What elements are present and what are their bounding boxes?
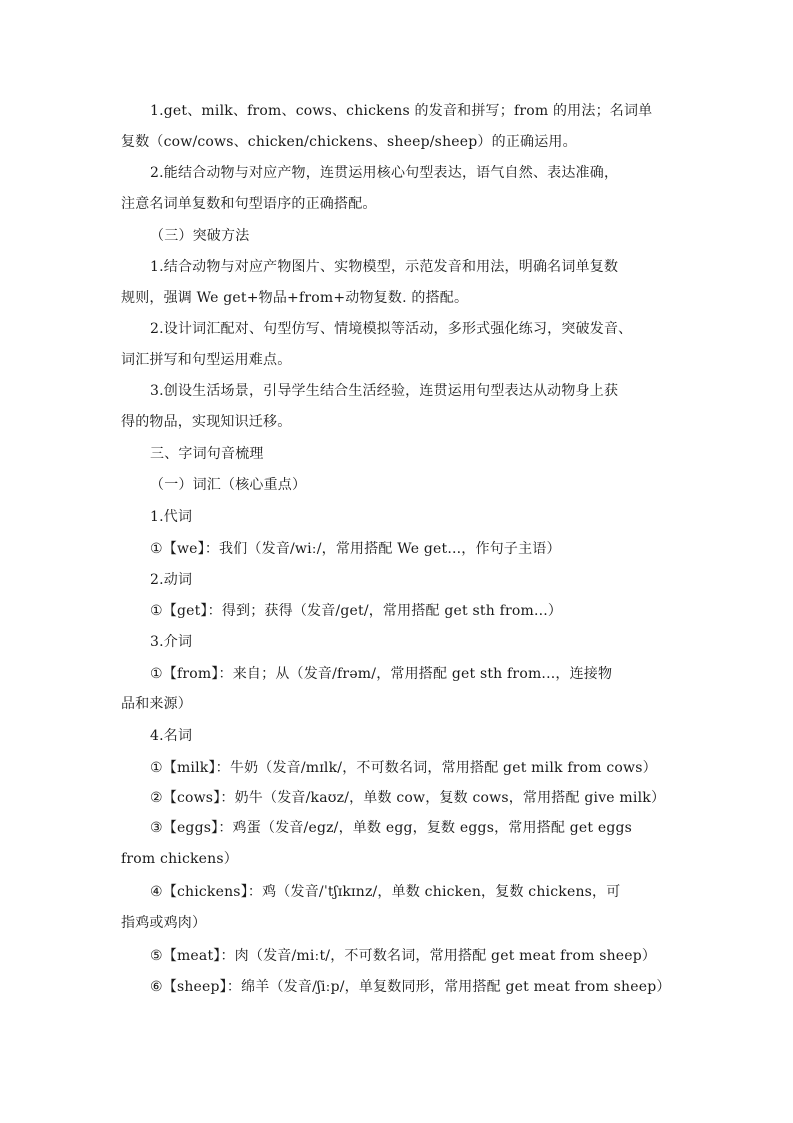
- category-heading: 4.名词: [150, 728, 193, 744]
- vocab-entry: ①【we】：我们（发音/wiː/，常用搭配 We get...，作句子主语）: [150, 541, 561, 557]
- section-heading: 三、字词句音梳理: [150, 446, 264, 462]
- category-heading: 3.介词: [150, 634, 193, 650]
- vocab-entry: ①【milk】：牛奶（发音/mɪlk/，不可数名词，常用搭配 get milk from cows）: [150, 760, 657, 776]
- paragraph-line: 2.能结合动物与对应产物，连贯运用核心句型表达，语气自然、表达准确，: [150, 165, 619, 181]
- subsection-heading: （一）词汇（核心重点）: [150, 477, 307, 493]
- section-heading: （三）突破方法: [150, 228, 250, 244]
- vocab-entry: ③【eggs】：鸡蛋（发音/egz/，单数 egg，复数 eggs，常用搭配 get eggs: [150, 820, 633, 836]
- vocab-entry-continued: from chickens）: [121, 851, 238, 867]
- vocab-entry: ④【chickens】：鸡（发音/ˈtʃɪkɪnz/，单数 chicken，复数 chickens，可: [150, 884, 621, 900]
- paragraph-line: 2.设计词汇配对、句型仿写、情境模拟等活动，多形式强化练习，突破发音、: [150, 321, 633, 337]
- vocab-entry: ⑥【sheep】：绵羊（发音/ʃiːp/，单复数同形，常用搭配 get meat from sheep）: [150, 979, 671, 995]
- vocab-entry: ②【cows】：奶牛（发音/kaʊz/，单数 cow，复数 cows，常用搭配 give milk）: [150, 790, 666, 806]
- vocab-entry: ①【get】：得到；获得（发音/get/，常用搭配 get sth from...）: [150, 603, 563, 619]
- vocab-entry: ①【from】：来自；从（发音/frəm/，常用搭配 get sth from...，连接物: [150, 666, 613, 682]
- vocab-entry-continued: 指鸡或鸡肉）: [121, 915, 207, 931]
- paragraph-line: 3.创设生活场景，引导学生结合生活经验，连贯运用句型表达从动物身上获: [150, 383, 619, 399]
- paragraph-line: 复数（cow/cows、chicken/chickens、sheep/sheep）的正确运用。: [121, 134, 577, 150]
- vocab-entry-continued: 品和来源）: [121, 696, 192, 712]
- vocab-entry: ⑤【meat】：肉（发音/miːt/，不可数名词，常用搭配 get meat from sheep）: [150, 948, 657, 964]
- category-heading: 2.动词: [150, 572, 193, 588]
- paragraph-line: 得的物品，实现知识迁移。: [121, 414, 292, 430]
- paragraph-line: 规则，强调 We get+物品+from+动物复数. 的搭配。: [121, 290, 469, 306]
- paragraph-line: 注意名词单复数和句型语序的正确搭配。: [121, 196, 377, 212]
- paragraph-line: 词汇拼写和句型运用难点。: [121, 352, 292, 368]
- paragraph-line: 1.结合动物与对应产物图片、实物模型，示范发音和用法，明确名词单复数: [150, 259, 619, 275]
- paragraph-line: 1.get、milk、from、cows、chickens 的发音和拼写；from 的用法；名词单: [150, 103, 653, 119]
- category-heading: 1.代词: [150, 509, 193, 525]
